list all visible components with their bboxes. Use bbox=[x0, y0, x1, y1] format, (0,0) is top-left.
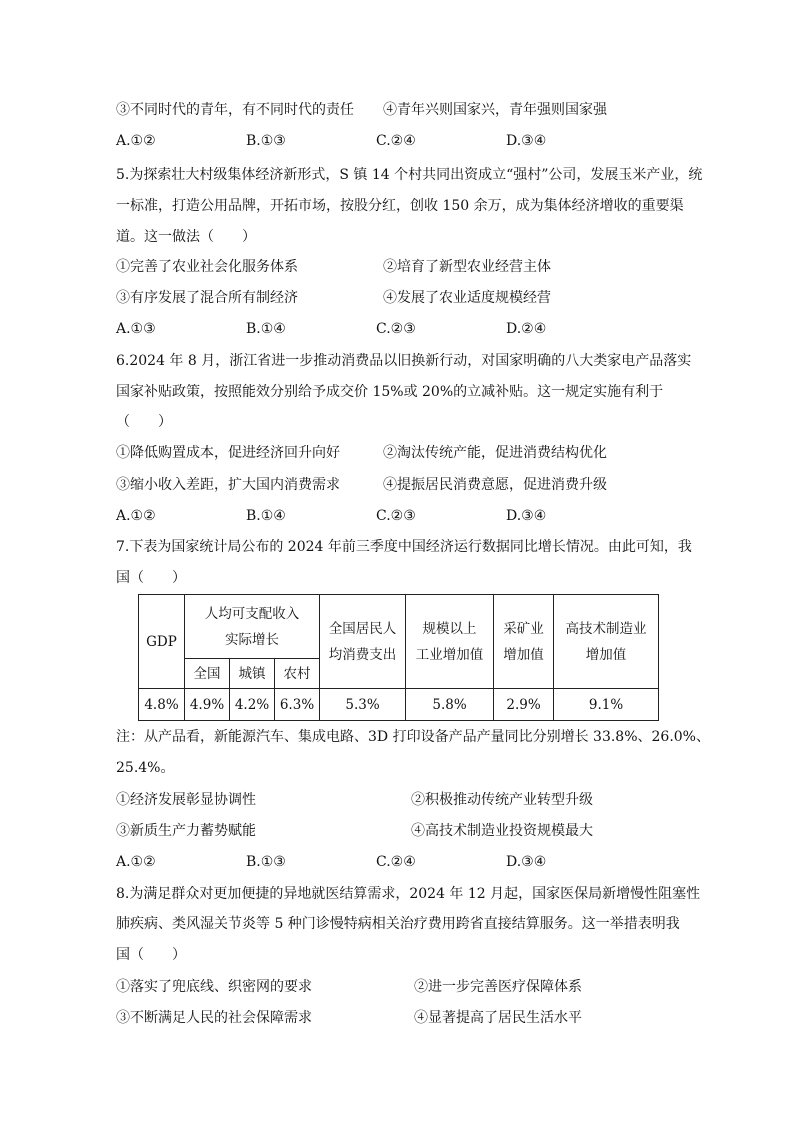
table-cell: 5.8% bbox=[406, 689, 494, 721]
q5-item-3: ③有序发展了混合所有制经济 bbox=[116, 290, 298, 306]
q5-text-line-3: 道。这一做法（ ） bbox=[116, 229, 256, 245]
q8-item-4: ④显著提高了居民生活水平 bbox=[414, 1010, 582, 1026]
q6-text-line-3: （ ） bbox=[116, 414, 172, 430]
q8-text-line-1: 8.为满足群众对更加便捷的异地就医结算需求，2024 年 12 月起，国家医保局新增慢性阻塞性 bbox=[116, 886, 701, 902]
q7-text-line-2: 国（ ） bbox=[116, 570, 186, 586]
table-row bbox=[139, 689, 659, 721]
q6-item-2: ②淘汰传统产能，促进消费结构优化 bbox=[383, 445, 607, 461]
header-hightech bbox=[554, 595, 659, 689]
q7-option-c: C.②④ bbox=[376, 854, 416, 870]
q7-item-4: ④高技术制造业投资规模最大 bbox=[411, 823, 593, 839]
q7-item-2: ②积极推动传统产业转型升级 bbox=[411, 792, 593, 808]
q8-text-line-3: 国（ ） bbox=[116, 947, 186, 963]
q7-option-d: D.③④ bbox=[506, 854, 547, 870]
q7-item-3: ③新质生产力蓄势赋能 bbox=[116, 823, 256, 839]
q6-option-b: B.①④ bbox=[246, 508, 286, 524]
q6-option-c: C.②③ bbox=[376, 508, 416, 524]
q8-item-2: ②进一步完善医疗保障体系 bbox=[414, 979, 582, 995]
q7-note-line-2: 25.4%。 bbox=[116, 760, 175, 776]
header-industry-line-2: 工业增加值 bbox=[415, 646, 484, 663]
item-3: ③不同时代的青年，有不同时代的责任 bbox=[116, 102, 354, 118]
header-gdp: GDP bbox=[139, 595, 185, 689]
header-urban: 城镇 bbox=[230, 659, 275, 689]
q5-option-a: A.①③ bbox=[116, 321, 156, 337]
option-b: B.①③ bbox=[246, 133, 286, 149]
header-industry-line-1: 规模以上 bbox=[422, 620, 477, 637]
q5-option-d: D.②④ bbox=[506, 321, 547, 337]
q5-item-4: ④发展了农业适度规模经营 bbox=[383, 290, 551, 306]
table-cell: 5.3% bbox=[320, 689, 406, 721]
table-cell: 4.9% bbox=[185, 689, 230, 721]
q6-item-3: ③缩小收入差距，扩大国内消费需求 bbox=[116, 477, 340, 493]
q7-note-line-1: 注：从产品看，新能源汽车、集成电路、3D 打印设备产品产量同比分别增长 33.8%、26.0%、 bbox=[116, 729, 710, 745]
economic-data-table bbox=[138, 594, 659, 721]
q5-text-line-1: 5.为探索壮大村级集体经济新形式，S 镇 14 个村共同出资成立“强村”公司，发展玉米产业，统 bbox=[116, 167, 703, 183]
q7-option-a: A.①② bbox=[116, 854, 156, 870]
q6-option-d: D.③④ bbox=[506, 508, 547, 524]
header-income bbox=[185, 595, 320, 659]
header-consumption-line-1: 全国居民人 bbox=[328, 620, 397, 637]
header-mining-line-2: 增加值 bbox=[503, 646, 544, 663]
option-c: C.②④ bbox=[376, 133, 416, 149]
q5-option-c: C.②③ bbox=[376, 321, 416, 337]
q6-option-a: A.①② bbox=[116, 508, 156, 524]
q5-item-2: ②培育了新型农业经营主体 bbox=[383, 259, 551, 275]
header-income-line-2: 实际增长 bbox=[225, 631, 279, 648]
q6-text-line-1: 6.2024 年 8 月，浙江省进一步推动消费品以旧换新行动，对国家明确的八大类家电产品落实 bbox=[116, 353, 692, 369]
table-cell: 4.2% bbox=[230, 689, 275, 721]
q5-item-1: ①完善了农业社会化服务体系 bbox=[116, 259, 298, 275]
table-cell: 6.3% bbox=[275, 689, 320, 721]
q7-item-1: ①经济发展彰显协调性 bbox=[116, 792, 256, 808]
item-4: ④青年兴则国家兴，青年强则国家强 bbox=[383, 102, 607, 118]
q6-item-1: ①降低购置成本，促进经济回升向好 bbox=[116, 445, 340, 461]
header-hightech-line-1: 高技术制造业 bbox=[565, 620, 647, 637]
header-hightech-line-2: 增加值 bbox=[585, 646, 627, 663]
q5-option-b: B.①④ bbox=[246, 321, 286, 337]
q6-text-line-2: 国家补贴政策，按照能效分别给予成交价 15%或 20%的立减补贴。这一规定实施有利于 bbox=[116, 384, 664, 400]
header-national: 全国 bbox=[185, 659, 230, 689]
q8-text-line-2: 肺疾病、类风湿关节炎等 5 种门诊慢特病相关治疗费用跨省直接结算服务。这一举措表明我 bbox=[116, 916, 680, 932]
header-rural: 农村 bbox=[275, 659, 320, 689]
header-consumption bbox=[320, 595, 406, 689]
q5-text-line-2: 一标准，打造公用品牌，开拓市场，按股分红，创收 150 余万，成为集体经济增收的重要渠 bbox=[116, 198, 684, 214]
header-industry bbox=[406, 595, 494, 689]
q7-text-line-1: 7.下表为国家统计局公布的 2024 年前三季度中国经济运行数据同比增长情况。由此可知，我 bbox=[116, 539, 692, 555]
option-d: D.③④ bbox=[506, 133, 547, 149]
table-cell: 2.9% bbox=[494, 689, 554, 721]
option-a: A.①② bbox=[116, 133, 156, 149]
table-cell: 4.8% bbox=[139, 689, 185, 721]
header-mining bbox=[494, 595, 554, 689]
q8-item-3: ③不断满足人民的社会保障需求 bbox=[116, 1010, 312, 1026]
header-mining-line-1: 采矿业 bbox=[503, 620, 544, 637]
header-consumption-line-2: 均消费支出 bbox=[328, 646, 397, 663]
q7-option-b: B.①③ bbox=[246, 854, 286, 870]
table-cell: 9.1% bbox=[554, 689, 659, 721]
header-income-line-1: 人均可支配收入 bbox=[204, 605, 300, 622]
q6-item-4: ④提振居民消费意愿，促进消费升级 bbox=[383, 477, 607, 493]
q8-item-1: ①落实了兜底线、织密网的要求 bbox=[116, 979, 312, 995]
